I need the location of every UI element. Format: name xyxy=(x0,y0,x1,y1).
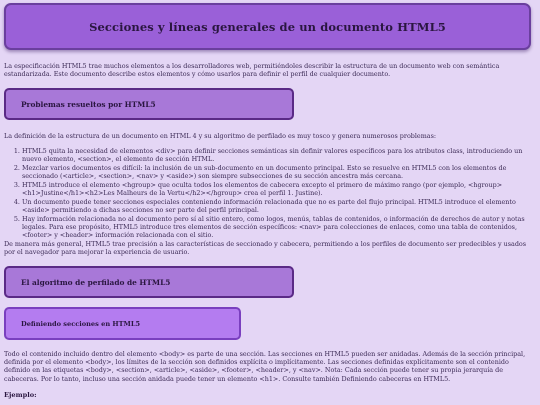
problems-list xyxy=(4,147,540,240)
section-heading-problems-text: Problemas resueltos por HTML5 xyxy=(21,99,156,109)
subsection-heading-defining-sections xyxy=(4,307,241,340)
section-heading-problems xyxy=(4,88,294,120)
section-heading-algorithm-text: El algoritmo de perfilado de HTML5 xyxy=(21,277,171,287)
intro-paragraph: La especificación HTML5 trae muchos elementos a los desarrolladores web, permitiéndoles describir la estructura de un documento web con semántica estandarizada. Este documento describe estos elementos y cómo usarlos para definir el perfil de cualquier documento. xyxy=(4,62,500,79)
list-item: 2. Mezclar varios documentos es difícil: la inclusión de un sub-documento en un documento principal. Esto se resuelve en HTML5 con los elementos de seccionado (<article>, <section>, <nav> y <aside>) son siempre subsecciones de su sección ancestra más cercana. xyxy=(22,164,540,180)
section-heading-algorithm xyxy=(4,266,294,298)
subsection-heading-defining-sections-text: Definiendo secciones en HTML5 xyxy=(21,319,141,328)
defining-sections-paragraph: Todo el contenido incluido dentro del elemento <body> es parte de una sección. Las secciones en HTML5 pueden ser anidadas. Además de la sección principal, definida por el elemento <body>, los límites de la sección son definidos explícita o implícitamente. Las secciones definidas explícitamente son el contenido definido en las etiquetas <body>, <section>, <article>, <aside>, <footer>, <header>, y <nav>. Nota: Cada sección puede tener su propia jerarquía de cabeceras. Por lo tanto, incluso una sección anidada puede tener un elemento <h1>. Consulte también Definiendo cabeceras en HTML5. xyxy=(4,350,526,383)
page-title: Secciones y líneas generales de un documento HTML5 xyxy=(89,19,446,34)
problems-closing-paragraph: De manera más general, HTML5 trae precisión a las características de seccionado y cabecera, permitiendo a los perfiles de documento ser predecibles y usados por el navegador para mejorar la experiencia de usuario. xyxy=(4,240,527,257)
list-item: 3. HTML5 introduce el elemento <hgroup> que oculta todos los elementos de cabecera excepto el primero de máximo rango (por ejemplo, <hgroup><h1>Justine</h1><h2>Les Malheurs de la Vertu</h2></hgroup> crea el perfil 1. Justine). xyxy=(22,181,540,197)
problems-lead-paragraph: La definición de la estructura de un documento en HTML 4 y su algoritmo de perfilado es muy tosco y genera numerosos problemas: xyxy=(4,132,437,140)
list-item: 1. HTML5 quita la necesidad de elementos <div> para definir secciones semánticas sin definir valores específicos para los atributos class, introduciendo un nuevo elemento, <section>, el elemento de sección HTML. xyxy=(22,147,540,163)
list-item: 4. Un documento puede tener secciones especiales conteniendo información relacionada que no es parte del flujo principal. HTML5 introduce el elemento <aside> permitiendo a dichas secciones no ser parte del perfil principal. xyxy=(22,198,540,214)
example-label: Ejemplo: xyxy=(4,391,37,399)
title-banner xyxy=(4,3,531,50)
list-item: 5. Hay información relacionada no al documento pero sí al sitio entero, como logos, menús, tablas de contenidos, o información de derechos de autor y notas legales. Para ese propósito, HTML5 introduce tres elementos de sección específicos: <nav> para colecciones de enlaces, como una tabla de contenidos, <footer> y <header> información relacionada con el sitio. xyxy=(22,215,540,240)
